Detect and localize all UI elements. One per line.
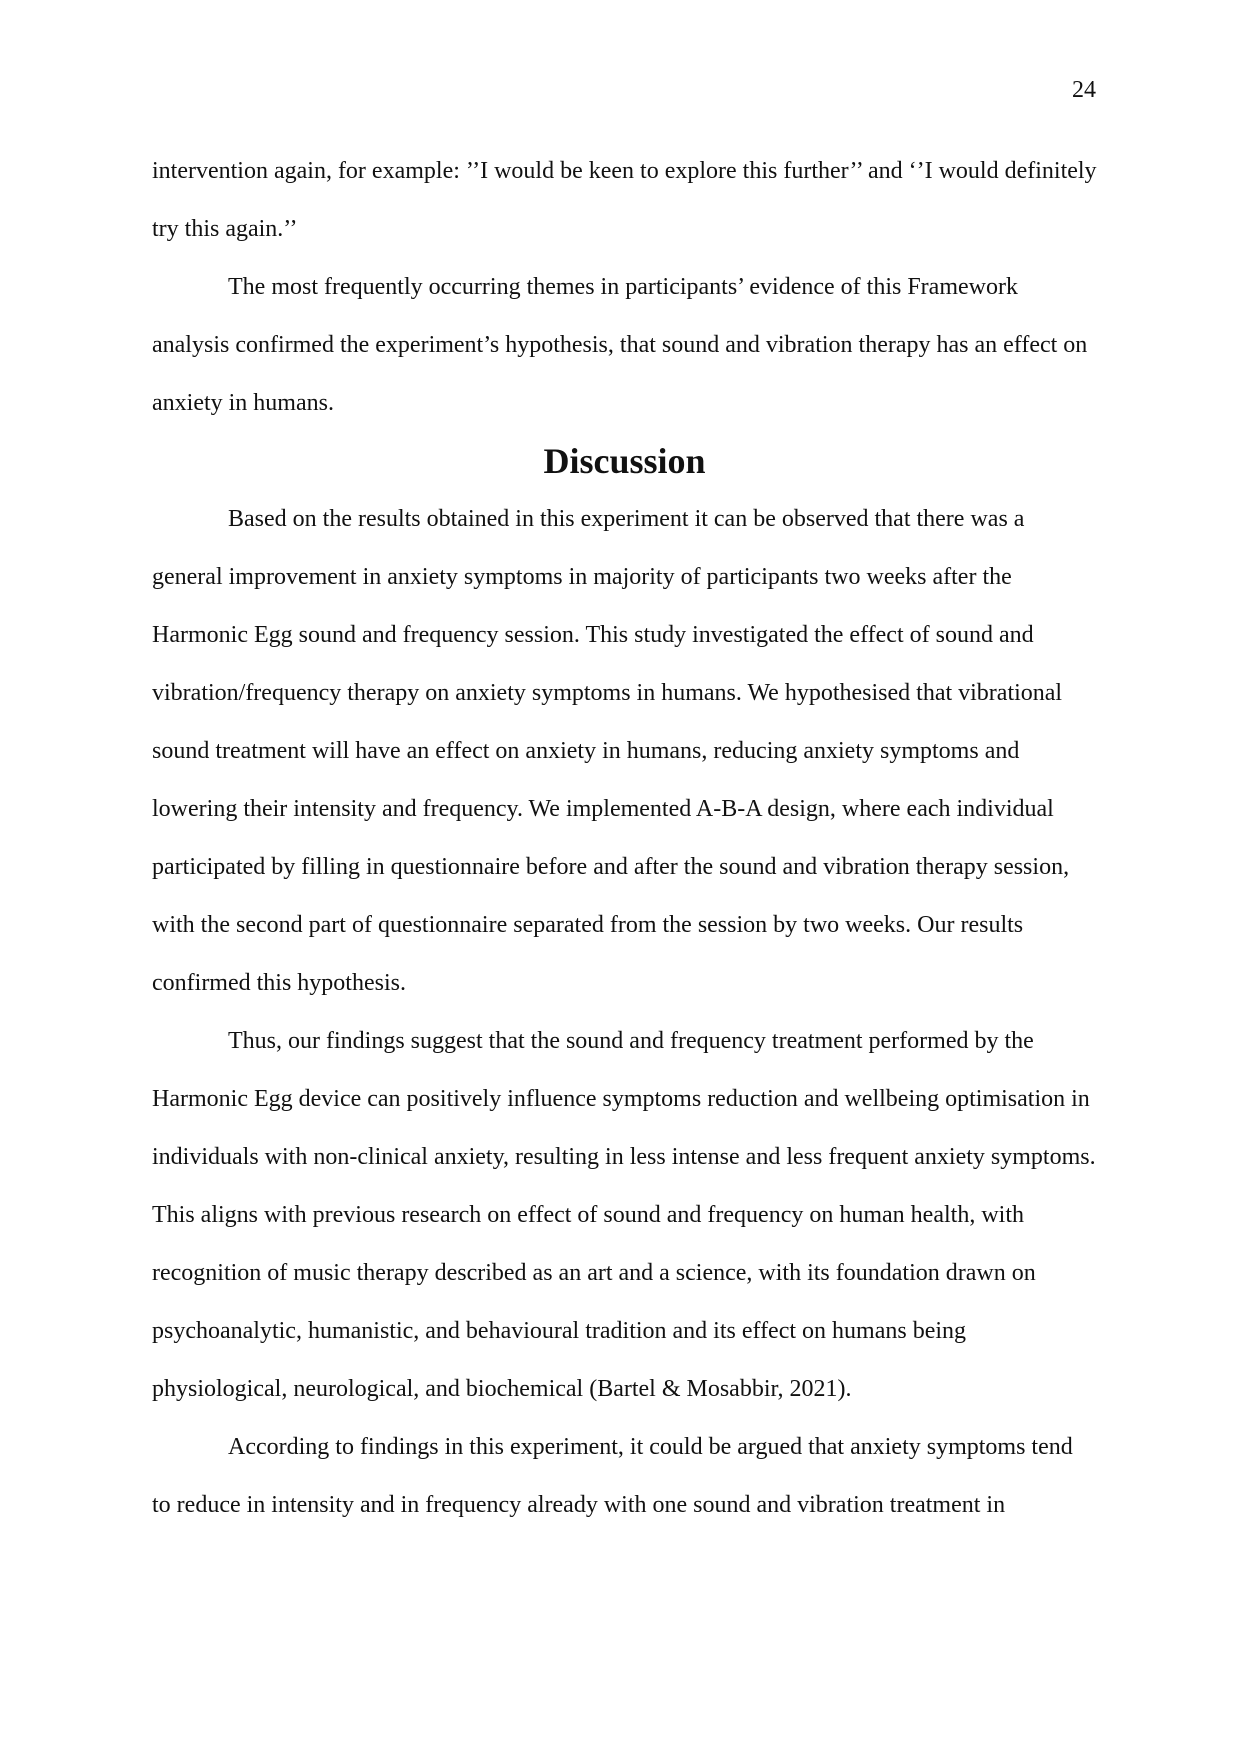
paragraph-discussion-results: Based on the results obtained in this experiment it can be observed that there was a general improvement in anxiety symptoms in majority of participants two weeks after the Harmonic Egg sound and frequency session. This study investigated the effect of sound and vibration/frequency therapy on anxiety symptoms in humans. We hypothesised that vibrational sound treatment will have an effect on anxiety in humans, reducing anxiety symptoms and lowering their intensity and frequency. We implemented A-B-A design, where each individual participated by filling in questionnaire before and after the sound and vibration therapy session, with the second part of questionnaire separated from the session by two weeks. Our results confirmed this hypothesis. — [152, 506, 1070, 996]
paragraph-themes: The most frequently occurring themes in participants’ evidence of this Framework analysis confirmed the experiment’s hypothesis, that sound and vibration therapy has an effect on anxiety in humans. — [152, 274, 1088, 416]
page-number: 24 — [1072, 77, 1096, 103]
paragraph-discussion-findings: Thus, our findings suggest that the sound and frequency treatment performed by the Harmonic Egg device can positively influence symptoms reduction and wellbeing optimisation in individuals with non-clinical anxiety, resulting in less intense and less frequent anxiety symptoms. This aligns with previous research on effect of sound and frequency on human health, with recognition of music therapy described as an art and a science, with its foundation drawn on psychoanalytic, humanistic, and behavioural tradition and its effect on humans being physiological, neurological, and biochemical (Bartel & Mosabbir, 2021). — [152, 1028, 1096, 1402]
paragraph-discussion-argument: According to findings in this experiment, it could be argued that anxiety symptoms tend to reduce in intensity and in frequency already with one sound and vibration treatment in — [152, 1434, 1073, 1518]
paragraph-continuation: intervention again, for example: ’’I would be keen to explore this further’’ and ‘’I would definitely try this again.’’ — [152, 158, 1097, 242]
section-heading-discussion: Discussion — [543, 441, 706, 481]
document-body — [152, 142, 1097, 1534]
